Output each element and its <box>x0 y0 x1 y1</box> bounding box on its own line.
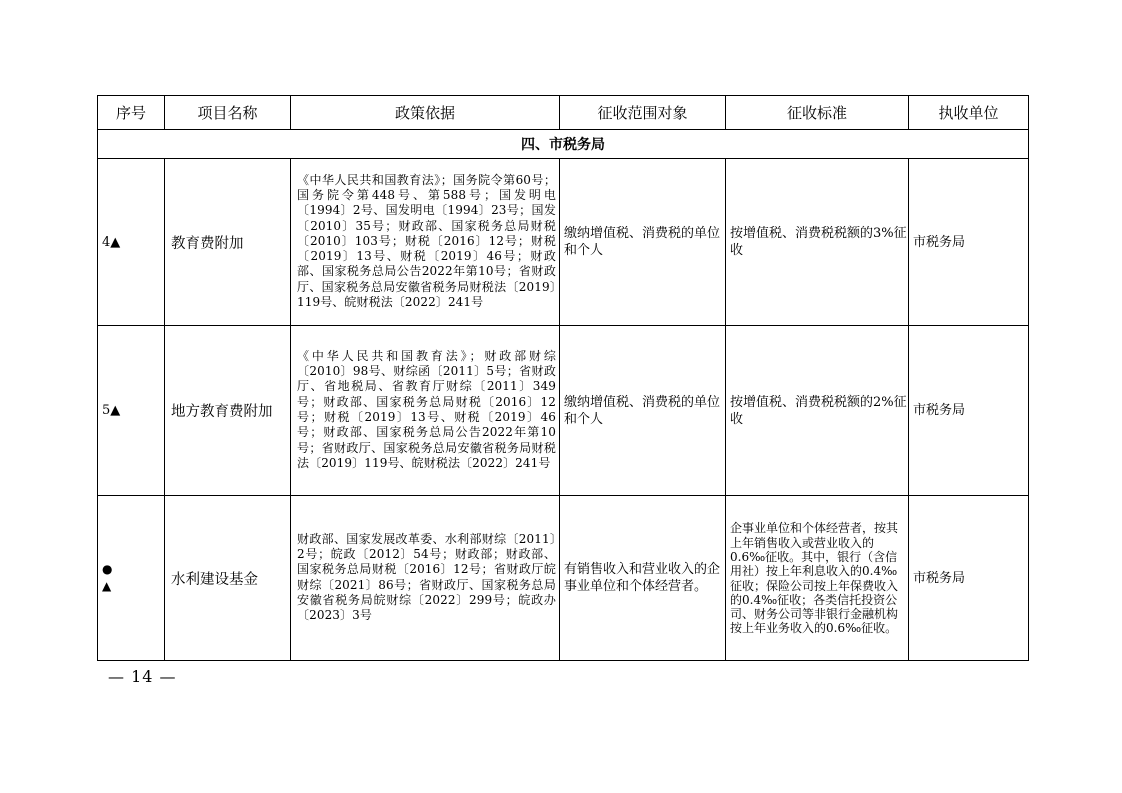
row-policy-basis: 《中华人民共和国教育法》；国务院令第60号；国务院令第448号、第588号；国发明电〔1994〕2号、国发明电〔1994〕23号；国发〔2010〕35号；财政部、国家税务总局财税〔2010〕103号；财税〔2016〕12号；财税〔2019〕13号、财税〔2019〕46号；财政部、国家税务总局公告2022年第10号；省财政厅、国家税务总局安徽省税务局财税法〔2019〕119号、皖财税法〔2022〕241号 <box>291 159 560 326</box>
header-policy-basis: 政策依据 <box>291 96 560 130</box>
row-collection-standard: 企事业单位和个体经营者，按其上年销售收入或营业收入的0.6‰征收。其中，银行（含信用社）按上年利息收入的0.4‰征收；保险公司按上年保费收入的0.4‰征收；各类信托投资公司、财务公司等非银行金融机构按上年业务收入的0.6‰征收。 <box>726 496 909 661</box>
row-item-name: 教育费附加 <box>165 159 291 326</box>
header-collection-standard: 征收标准 <box>726 96 909 130</box>
row-index: 4▲ <box>98 159 165 326</box>
page-number: — 14 — <box>108 667 177 686</box>
row-index: 5▲ <box>98 326 165 496</box>
section-row <box>98 130 1029 159</box>
table-row <box>98 159 1029 326</box>
row-collection-scope: 缴纳增值税、消费税的单位和个人 <box>560 159 726 326</box>
table-header-row <box>98 96 1029 130</box>
row-collection-scope: 有销售收入和营业收入的企事业单位和个体经营者。 <box>560 496 726 661</box>
header-item-name: 项目名称 <box>165 96 291 130</box>
fee-table <box>97 95 1029 661</box>
triangle-mark: ▲ <box>102 579 112 593</box>
table-row <box>98 496 1029 661</box>
row-collection-scope: 缴纳增值税、消费税的单位和个人 <box>560 326 726 496</box>
row-collection-standard: 按增值税、消费税税额的2%征收 <box>726 326 909 496</box>
row-index <box>98 496 165 661</box>
header-collection-scope: 征收范围对象 <box>560 96 726 130</box>
row-collecting-unit: 市税务局 <box>909 496 1029 661</box>
row-collecting-unit: 市税务局 <box>909 326 1029 496</box>
header-index: 序号 <box>98 96 165 130</box>
circle-mark: ● <box>102 562 113 576</box>
row-policy-basis: 《中华人民共和国教育法》；财政部财综〔2010〕98号、财综函〔2011〕5号；省财政厅、省地税局、省教育厅财综〔2011〕349号；财政部、国家税务总局财税〔2016〕12号；财税〔2019〕13号、财税〔2019〕46号；财政部、国家税务总局公告2022年第10号；省财政厅、国家税务总局安徽省税务局财税法〔2019〕119号、皖财税法〔2022〕241号 <box>291 326 560 496</box>
row-item-name: 水利建设基金 <box>165 496 291 661</box>
row-collection-standard: 按增值税、消费税税额的3%征收 <box>726 159 909 326</box>
row-index-marks <box>102 561 112 595</box>
row-item-name: 地方教育费附加 <box>165 326 291 496</box>
table-row <box>98 326 1029 496</box>
row-collecting-unit: 市税务局 <box>909 159 1029 326</box>
header-collecting-unit: 执收单位 <box>909 96 1029 130</box>
row-policy-basis: 财政部、国家发展改革委、水利部财综〔2011〕2号；皖政〔2012〕54号；财政部；财政部、国家税务总局财税〔2016〕12号；省财政厅皖财综〔2021〕86号；省财政厅、国家税务总局安徽省税务局皖财综〔2022〕299号；皖政办〔2023〕3号 <box>291 496 560 661</box>
section-title: 四、市税务局 <box>98 130 1029 159</box>
